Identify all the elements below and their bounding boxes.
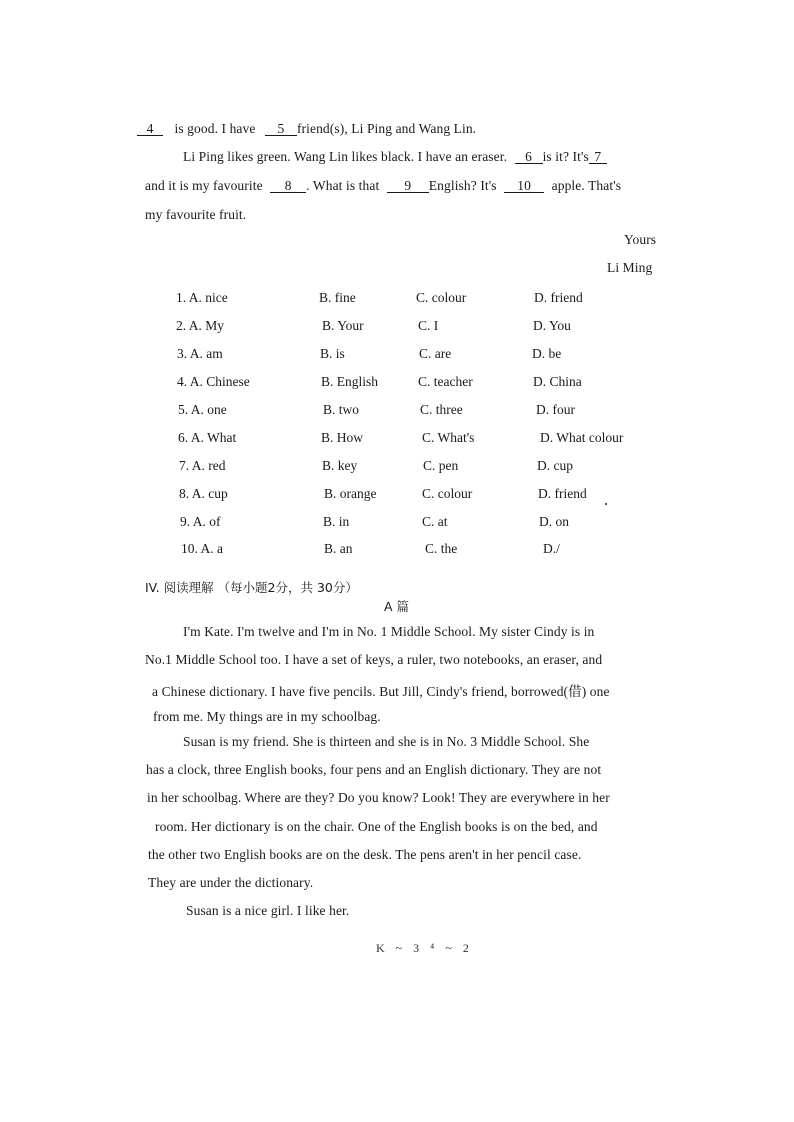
cloze-text: is it? It's	[542, 149, 589, 164]
cloze-line-1	[137, 121, 476, 137]
option-b: B. orange	[324, 486, 377, 501]
option-b: B. English	[321, 374, 379, 389]
passage-line: No.1 Middle School too. I have a set of keys, a ruler, two notebooks, an eraser, and	[145, 652, 603, 667]
option-a: 4. A. Chinese	[177, 374, 250, 389]
passage-line: the other two English books are on the desk. The pens aren't in her pencil case.	[148, 847, 582, 862]
passage-line: has a clock, three English books, four pens and an English dictionary. They are not	[146, 762, 602, 777]
option-b: B. Your	[322, 318, 364, 333]
cloze-text: Li Ping likes green. Wang Lin likes black. I have an eraser.	[183, 149, 508, 164]
option-a: 7. A. red	[179, 458, 226, 473]
option-c: C. at	[422, 514, 448, 529]
passage-line: in her schoolbag. Where are they? Do you know? Look! They are everywhere in her	[147, 790, 610, 805]
option-a: 5. A. one	[178, 402, 227, 417]
cloze-line-4: my favourite fruit.	[145, 207, 247, 222]
option-a: 8. A. cup	[179, 486, 228, 501]
cloze-text: is good. I have	[174, 121, 256, 136]
option-b: B. in	[323, 514, 350, 529]
blank-8: 8	[270, 179, 306, 193]
letter-closing: Yours	[624, 232, 657, 247]
passage-line: I'm Kate. I'm twelve and I'm in No. 1 Middle School. My sister Cindy is in	[183, 624, 595, 639]
option-a: 9. A. of	[180, 514, 221, 529]
option-d: D. You	[533, 318, 571, 333]
page-footer: K ~ 3 ⁴ ~ 2	[376, 941, 473, 955]
option-d: D. four	[536, 402, 575, 417]
cloze-line-2	[183, 149, 607, 165]
option-a: 10. A. a	[181, 541, 223, 556]
scan-speck	[605, 503, 607, 505]
section-title	[145, 578, 358, 596]
passage-line: from me. My things are in my schoolbag.	[153, 709, 381, 724]
option-a: 6. A. What	[178, 430, 237, 445]
section-title-text: IV. 阅读理解 （每小题2分，共 30分）	[145, 580, 358, 595]
cloze-text: . What is that	[306, 178, 380, 193]
cloze-text: apple. That's	[551, 178, 622, 193]
option-b: B. two	[323, 402, 360, 417]
cloze-text: English? It's	[428, 178, 497, 193]
blank-6: 6	[515, 150, 543, 164]
blank-10: 10	[504, 179, 544, 193]
option-d: D. China	[533, 374, 582, 389]
option-d: D. cup	[537, 458, 573, 473]
option-c: C. the	[425, 541, 458, 556]
passage-line: Susan is a nice girl. I like her.	[186, 903, 350, 918]
option-c: C. I	[418, 318, 439, 333]
blank-9: 9	[387, 179, 429, 193]
cloze-line-3	[145, 178, 621, 194]
section-subtitle	[384, 597, 409, 615]
cloze-text: friend(s), Li Ping and Wang Lin.	[296, 121, 477, 136]
option-d: D. be	[532, 346, 562, 361]
blank-7: 7	[589, 150, 607, 164]
blank-5: 5	[265, 122, 297, 136]
option-b: B. an	[324, 541, 353, 556]
option-d: D. friend	[538, 486, 587, 501]
option-c: C. three	[420, 402, 463, 417]
option-c: C. What's	[422, 430, 475, 445]
blank-4: 4	[137, 122, 163, 136]
option-c: C. pen	[423, 458, 459, 473]
option-c: C. colour	[416, 290, 467, 305]
option-b: B. is	[320, 346, 345, 361]
passage-line: room. Her dictionary is on the chair. One of the English books is on the bed, and	[155, 819, 598, 834]
option-c: C. teacher	[418, 374, 473, 389]
option-d: D./	[543, 541, 560, 556]
option-d: D. What colour	[540, 430, 624, 445]
option-a: 2. A. My	[176, 318, 225, 333]
passage-line: Susan is my friend. She is thirteen and she is in No. 3 Middle School. She	[183, 734, 590, 749]
option-a: 3. A. am	[177, 346, 223, 361]
option-b: B. How	[321, 430, 364, 445]
option-c: C. are	[419, 346, 452, 361]
option-a: 1. A. nice	[176, 290, 228, 305]
passage-line: They are under the dictionary.	[148, 875, 314, 890]
option-b: B. fine	[319, 290, 356, 305]
letter-signature: Li Ming	[607, 260, 653, 275]
passage-line: a Chinese dictionary. I have five pencils. But Jill, Cindy's friend, borrowed(借) one	[152, 684, 610, 699]
section-subtitle-text: A 篇	[384, 599, 410, 614]
option-c: C. colour	[422, 486, 473, 501]
option-d: D. friend	[534, 290, 583, 305]
cloze-text: and it is my favourite	[145, 178, 263, 193]
option-b: B. key	[322, 458, 358, 473]
option-d: D. on	[539, 514, 569, 529]
